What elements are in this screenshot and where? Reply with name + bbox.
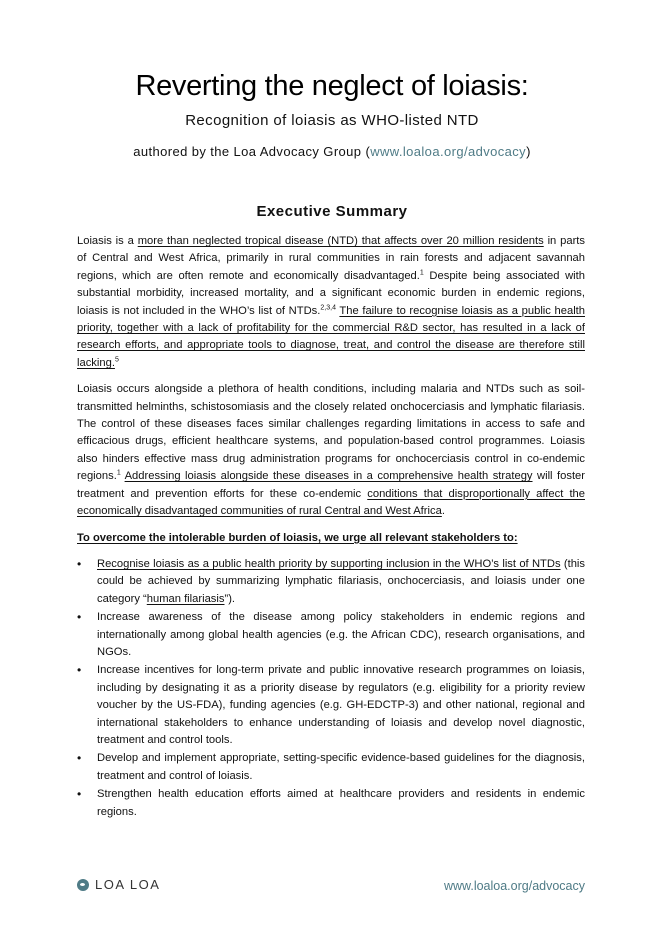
list-item: [77, 609, 585, 661]
p2-underlined-2: conditions that disproportionally affect the economically disadvantaged communities of rural Central and West Africa: [77, 487, 585, 518]
byline: [0, 144, 664, 159]
p1-underlined-1: more than neglected tropical disease (NTD) that affects over 20 million residents: [137, 235, 544, 247]
bullet-1-term: human filariasis: [146, 592, 225, 605]
p1-text-1: Loiasis is a: [77, 235, 138, 247]
bullet-3-text: Increase incentives for long-term private and public innovative research programmes on loiasis, including by designating it as a priority disease by regulators (e.g. eligibility for a priority review voucher by the US-FDA), funding agencies (e.g. GH-EDCTP-3) and other national, regional and international stakeholders to enhance understanding of loiasis and develop novel diagnostic, treatment and control tools.: [97, 664, 585, 746]
document-body: [77, 233, 585, 822]
reference-mark: 1: [419, 269, 424, 277]
bullet-1-end: ”).: [224, 592, 236, 605]
bullet-2-text: Increase awareness of the disease among policy stakeholders in endemic regions and internationally among global health agencies (e.g. the African CDC), research organisations, and NGOs.: [97, 611, 585, 658]
p1-text-3: Despite being associated with substantial morbidity, increased mortality, and a significant economic burden in endemic regions, loiasis is not included in the WHO’s list of NTDs.: [77, 269, 585, 317]
loa-loa-logo: [77, 877, 160, 892]
p1-underlined-2: The failure to recognise loiasis as a public health priority, together with a lack of profitability for the commercial R&D sector, has resulted in a lack of research efforts, and appropriate tools to diagnose, treat, and control the disease are therefore still lacking.: [77, 304, 586, 369]
bullet-1-underlined: Recognise loiasis as a public health priority by supporting inclusion in the WHO’s list of NTDs: [97, 557, 561, 570]
p2-underlined-1: Addressing loiasis alongside these diseases in a comprehensive health strategy: [124, 470, 533, 483]
page-footer: [77, 877, 585, 897]
paragraph-1: [77, 233, 585, 372]
call-to-action: To overcome the intolerable burden of loiasis, we urge all relevant stakeholders to:: [77, 531, 518, 544]
footer-link[interactable]: www.loaloa.org/advocacy: [443, 879, 585, 893]
p2-text-1: Loiasis occurs alongside a plethora of health conditions, including malaria and NTDs such as soil-transmitted helminths, schistosomiasis and the closely related onchocerciasis and lymphatic filariasis. The control of these diseases faces similar challenges regarding limitations in access to safe and efficacious drugs, efficient healthcare systems, and population-based control programmes. Loiasis also hinders effective mass drug administration programs for onchocerciasis control in co-endemic regions.: [77, 383, 585, 483]
document-subtitle: Recognition of loiasis as WHO-listed NTD: [185, 112, 479, 129]
reference-mark: 5: [114, 356, 119, 364]
bullet-1-text: (this could be achieved by summarizing lymphatic filariasis, onchocerciasis, and loiasis under one category “: [97, 557, 585, 605]
section-heading: Executive Summary: [256, 203, 408, 220]
paragraph-2: [77, 381, 585, 520]
bullet-4-text: Develop and implement appropriate, setting-specific evidence-based guidelines for the diagnosis, treatment and control of loiasis.: [97, 752, 585, 782]
list-item: [77, 750, 585, 785]
p1-text-2: in parts of Central and West Africa, primarily in rural communities in rain forests and adjacent savannah regions, which are often remote and economically disadvantaged.: [77, 235, 586, 282]
p2-text-2: will foster treatment and prevention efforts for these co-endemic: [77, 470, 586, 500]
byline-link[interactable]: www.loaloa.org/advocacy: [370, 144, 527, 159]
bullet-5-text: Strengthen health education efforts aimed at healthcare providers and residents in endemic regions.: [97, 788, 585, 818]
reference-mark: 1: [116, 469, 121, 477]
logo-icon: [77, 879, 89, 891]
logo-text: LOA LOA: [95, 877, 161, 892]
list-item: [77, 556, 585, 608]
list-item: [77, 786, 585, 821]
byline-suffix: ): [526, 144, 531, 159]
list-item: [77, 662, 585, 749]
p2-text-3: .: [441, 505, 445, 518]
recommendation-list: [77, 556, 585, 821]
byline-prefix: authored by the Loa Advocacy Group (: [133, 144, 371, 159]
document-title: Reverting the neglect of loiasis:: [135, 70, 529, 102]
reference-mark: 2,3,4: [320, 303, 336, 311]
